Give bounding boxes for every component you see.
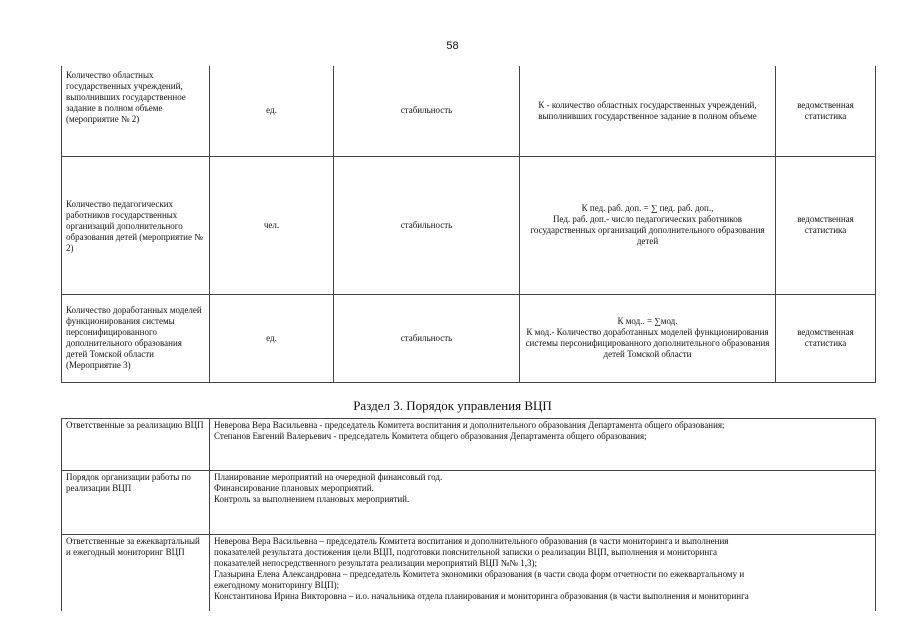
indicator-trend: стабильность (334, 156, 520, 294)
management-line: Степанов Евгений Валерьевич - председатель Комитета общего образования Департамента общего образования; (214, 431, 647, 441)
section-title: Раздел 3. Порядок управления ВЦП (353, 398, 552, 413)
indicator-unit: ед. (210, 66, 334, 156)
management-label: Порядок организации работы по реализации ВЦП (62, 471, 210, 535)
management-line: Неверова Вера Васильевна – председатель Комитета воспитания и дополнительного образования (в части мониторинга и выполнения (214, 536, 729, 546)
management-line: показателей результата достижения цели ВЦП, подготовки пояснительной записки о реализации ВЦП, выполнения и мониторинга (214, 547, 717, 557)
indicator-trend: стабильность (334, 294, 520, 382)
table-row (62, 66, 876, 156)
indicator-formula: К мод.. = ∑мод. К мод.- Количество доработанных моделей функционирования системы персонифицированного дополнительного образования детей Томской области (520, 294, 776, 382)
management-content (210, 535, 876, 611)
indicator-formula: К пед. раб. доп. = ∑ пед. раб. доп., Пед. раб. доп.- число педагогических работников государственных организаций дополнительного образования детей (520, 156, 776, 294)
management-line: Глазырина Елена Александровна – председатель Комитета экономики образования (в части свода форм отчетности по ежеквартальному и (214, 569, 745, 579)
table-row (62, 156, 876, 294)
table-row (62, 419, 876, 471)
management-label: Ответственные за реализацию ВЦП (62, 419, 210, 471)
indicator-source: ведомственная статистика (776, 66, 876, 156)
indicators-table (61, 66, 876, 383)
management-label: Ответственные за ежеквартальный и ежегодный мониторинг ВЦП (62, 535, 210, 611)
management-line: Финансирование плановых мероприятий. (214, 483, 374, 493)
indicator-trend: стабильность (334, 66, 520, 156)
table-row (62, 294, 876, 382)
management-line: показателей непосредственного результата реализации мероприятий ВЦП №№ 1,3); (214, 558, 537, 568)
page-number: 58 (446, 40, 459, 52)
indicator-unit: чел. (210, 156, 334, 294)
management-line: Неверова Вера Васильевна - председатель Комитета воспитания и дополнительного образования Департамента общего образования; (214, 420, 725, 430)
indicator-unit: ед. (210, 294, 334, 382)
table-row (62, 471, 876, 535)
indicator-name: Количество доработанных моделей функционирования системы персонифицированного дополнительного образования детей Томской области (Мероприятие 3) (62, 294, 210, 382)
indicator-source: ведомственная статистика (776, 156, 876, 294)
management-table (61, 418, 876, 611)
management-line: ежегодному мониторингу ВЦП); (214, 580, 340, 590)
indicator-name: Количество областных государственных учреждений, выполнивших государственное задание в полном объеме (мероприятие № 2) (62, 66, 210, 156)
management-line: Константинова Ирина Викторовна – и.о. начальника отдела планирования и мониторинга образования (в части выполнения и мониторинга (214, 591, 749, 601)
management-content (210, 419, 876, 471)
management-line: Контроль за выполнением плановых мероприятий. (214, 494, 410, 504)
management-line: Планирование мероприятий на очередной финансовый год. (214, 472, 443, 482)
indicator-source: ведомственная статистика (776, 294, 876, 382)
table-row (62, 535, 876, 611)
indicator-name: Количество педагогических работников государственных организаций дополнительного образования детей (мероприятие № 2) (62, 156, 210, 294)
management-content (210, 471, 876, 535)
indicator-formula: К - количество областных государственных учреждений, выполнивших государственное задание в полном объеме (520, 66, 776, 156)
